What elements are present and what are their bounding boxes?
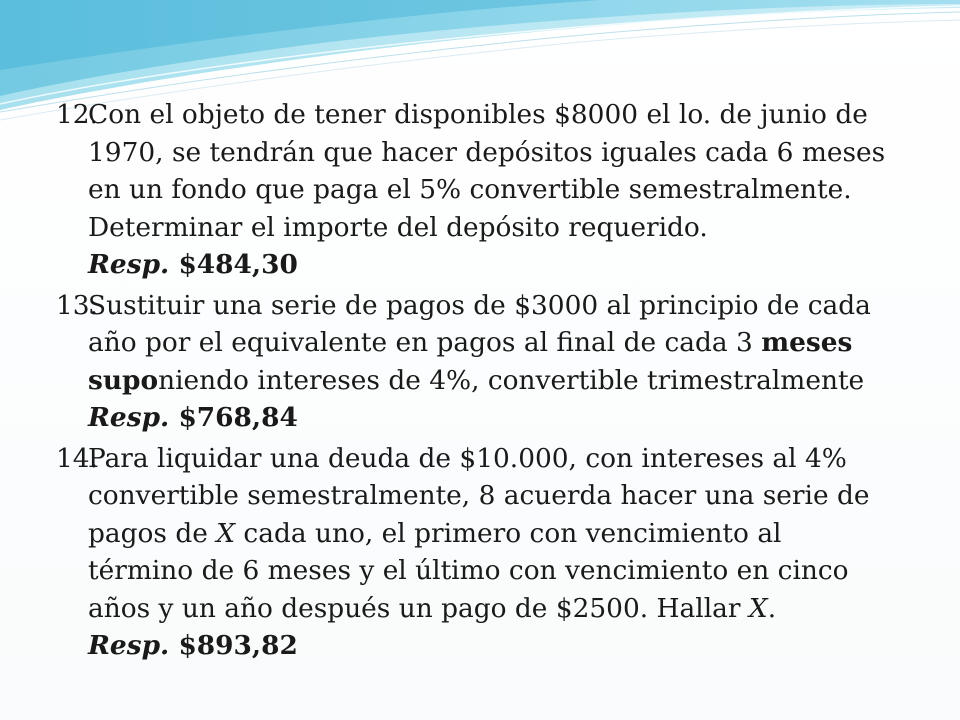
problem-text-line: cada uno, el primero con vencimiento al [235, 517, 782, 549]
answer-value: $893,82 [178, 630, 298, 661]
problem-number: 13. [56, 289, 98, 321]
problem-number: 12. [56, 99, 98, 130]
answer-label: Resp. [88, 249, 170, 280]
emphasis-text: meses [761, 327, 853, 358]
variable-x: X [216, 517, 236, 549]
answer [88, 399, 912, 437]
problem-text-line: pagos de [88, 517, 217, 549]
answer [88, 627, 912, 665]
problem-text-line: 1970, se tendrán que hacer depósitos iguales cada 6 meses [88, 136, 886, 168]
problem-list [56, 96, 912, 668]
problem-text-line: Sustituir una serie de pagos de $3000 al principio de cada [88, 289, 871, 321]
problem-text-line: niendo intereses de 4%, convertible trimestralmente [158, 364, 865, 396]
answer [88, 246, 912, 284]
problem-text-line: Con el objeto de tener disponibles $8000 el lo. de junio de [88, 99, 868, 130]
problem-text-line: en un fondo que paga el 5% convertible semestralmente. [88, 174, 852, 205]
problem-text-line: años y un año después un pago de $2500. Hallar [88, 592, 749, 624]
answer-label: Resp. [88, 402, 170, 433]
problem-13 [56, 287, 912, 437]
problem-text-line: . [767, 592, 777, 624]
problem-text-line: Para liquidar una deuda de $10.000, con intereses al 4% [88, 442, 847, 474]
problem-text-line: Determinar el importe del depósito requerido. [88, 211, 708, 243]
problem-14 [56, 440, 912, 665]
problem-text-line: término de 6 meses y el último con vencimiento en cinco [88, 555, 849, 586]
variable-x: X [748, 592, 768, 624]
emphasis-text: supo [88, 364, 159, 396]
problem-text-line: año por el equivalente en pagos al final de cada 3 [88, 327, 762, 358]
answer-value: $768,84 [178, 402, 298, 433]
answer-value: $484,30 [178, 249, 298, 280]
problem-12 [56, 96, 912, 284]
answer-label: Resp. [88, 630, 170, 661]
problem-text-line: convertible semestralmente, 8 acuerda hacer una serie de [88, 480, 870, 511]
problem-number: 14. [56, 442, 98, 474]
